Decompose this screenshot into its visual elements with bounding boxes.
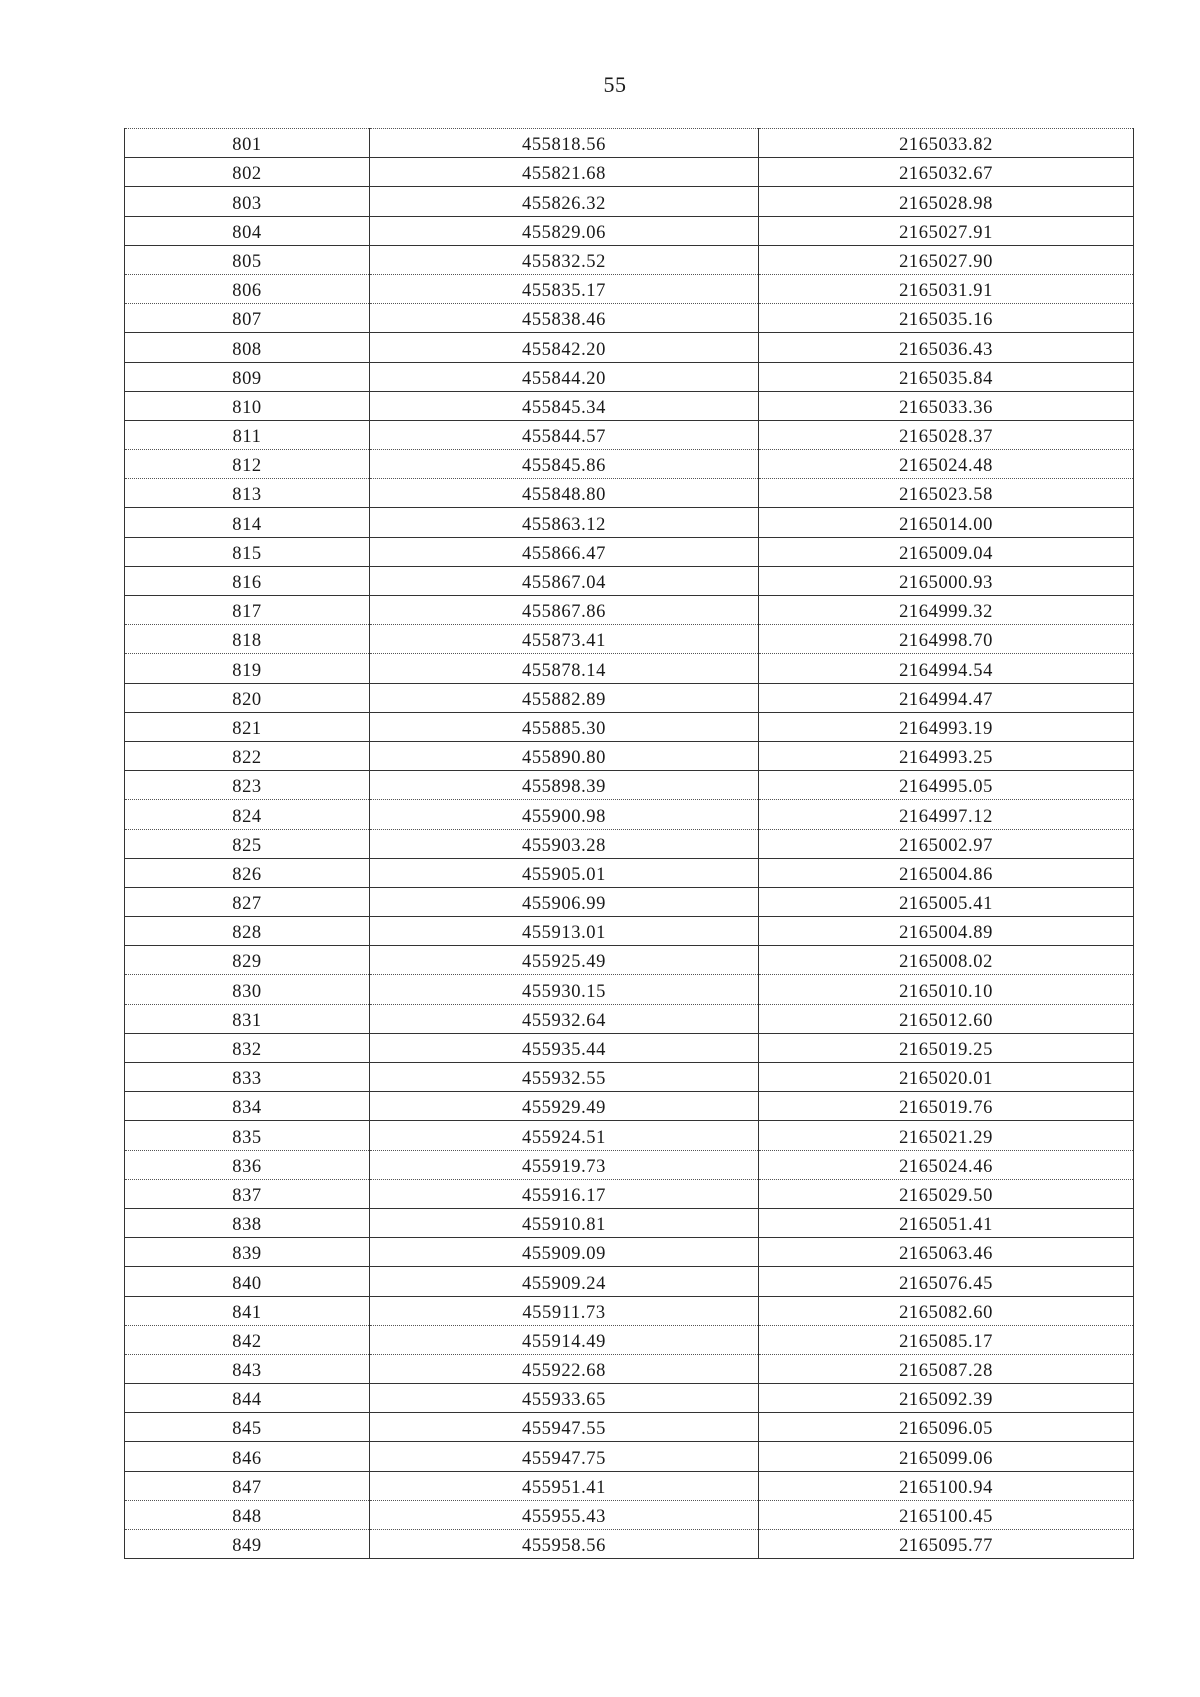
x-coordinate-cell: 455838.46 [370,304,759,333]
point-number-cell: 837 [125,1179,370,1208]
y-coordinate-cell: 2165100.45 [759,1500,1134,1529]
y-coordinate-cell: 2165033.36 [759,391,1134,420]
y-coordinate-cell: 2165019.25 [759,1033,1134,1062]
x-coordinate-cell: 455844.20 [370,362,759,391]
x-coordinate-cell: 455929.49 [370,1092,759,1121]
point-number-cell: 839 [125,1238,370,1267]
point-number-cell: 818 [125,625,370,654]
table-row [125,1354,1134,1383]
coordinates-table-body [125,129,1134,1559]
y-coordinate-cell: 2165024.46 [759,1150,1134,1179]
point-number-cell: 817 [125,596,370,625]
point-number-cell: 825 [125,829,370,858]
table-row [125,274,1134,303]
point-number-cell: 849 [125,1530,370,1559]
x-coordinate-cell: 455829.06 [370,216,759,245]
point-number-cell: 827 [125,887,370,916]
table-row [125,1296,1134,1325]
x-coordinate-cell: 455924.51 [370,1121,759,1150]
x-coordinate-cell: 455832.52 [370,245,759,274]
x-coordinate-cell: 455867.86 [370,596,759,625]
x-coordinate-cell: 455903.28 [370,829,759,858]
x-coordinate-cell: 455909.09 [370,1238,759,1267]
point-number-cell: 840 [125,1267,370,1296]
x-coordinate-cell: 455922.68 [370,1354,759,1383]
table-row [125,129,1134,158]
point-number-cell: 824 [125,800,370,829]
table-row [125,596,1134,625]
x-coordinate-cell: 455916.17 [370,1179,759,1208]
coordinates-table [124,128,1134,1559]
table-row [125,858,1134,887]
y-coordinate-cell: 2164999.32 [759,596,1134,625]
table-row [125,158,1134,187]
y-coordinate-cell: 2165024.48 [759,450,1134,479]
table-row [125,1325,1134,1354]
point-number-cell: 819 [125,654,370,683]
x-coordinate-cell: 455821.68 [370,158,759,187]
table-row [125,1208,1134,1237]
y-coordinate-cell: 2165002.97 [759,829,1134,858]
x-coordinate-cell: 455909.24 [370,1267,759,1296]
point-number-cell: 826 [125,858,370,887]
y-coordinate-cell: 2165008.02 [759,946,1134,975]
x-coordinate-cell: 455906.99 [370,887,759,916]
table-row [125,1471,1134,1500]
x-coordinate-cell: 455848.80 [370,479,759,508]
x-coordinate-cell: 455935.44 [370,1033,759,1062]
y-coordinate-cell: 2164994.47 [759,683,1134,712]
y-coordinate-cell: 2165021.29 [759,1121,1134,1150]
y-coordinate-cell: 2165032.67 [759,158,1134,187]
table-row [125,1063,1134,1092]
x-coordinate-cell: 455845.34 [370,391,759,420]
point-number-cell: 823 [125,771,370,800]
point-number-cell: 843 [125,1354,370,1383]
y-coordinate-cell: 2165092.39 [759,1384,1134,1413]
y-coordinate-cell: 2164998.70 [759,625,1134,654]
y-coordinate-cell: 2165014.00 [759,508,1134,537]
table-row [125,362,1134,391]
table-row [125,1442,1134,1471]
x-coordinate-cell: 455930.15 [370,975,759,1004]
point-number-cell: 820 [125,683,370,712]
table-row [125,1267,1134,1296]
table-row [125,187,1134,216]
point-number-cell: 810 [125,391,370,420]
table-row [125,975,1134,1004]
x-coordinate-cell: 455947.75 [370,1442,759,1471]
y-coordinate-cell: 2165035.16 [759,304,1134,333]
table-row [125,654,1134,683]
y-coordinate-cell: 2165063.46 [759,1238,1134,1267]
y-coordinate-cell: 2165035.84 [759,362,1134,391]
table-row [125,1413,1134,1442]
table-row [125,391,1134,420]
y-coordinate-cell: 2165005.41 [759,887,1134,916]
y-coordinate-cell: 2165033.82 [759,129,1134,158]
y-coordinate-cell: 2165085.17 [759,1325,1134,1354]
y-coordinate-cell: 2165082.60 [759,1296,1134,1325]
table-row [125,1384,1134,1413]
y-coordinate-cell: 2165012.60 [759,1004,1134,1033]
table-row [125,917,1134,946]
point-number-cell: 816 [125,566,370,595]
point-number-cell: 806 [125,274,370,303]
point-number-cell: 805 [125,245,370,274]
x-coordinate-cell: 455890.80 [370,741,759,770]
point-number-cell: 802 [125,158,370,187]
x-coordinate-cell: 455947.55 [370,1413,759,1442]
table-row [125,450,1134,479]
x-coordinate-cell: 455933.65 [370,1384,759,1413]
table-row [125,625,1134,654]
y-coordinate-cell: 2164994.54 [759,654,1134,683]
table-row [125,771,1134,800]
x-coordinate-cell: 455842.20 [370,333,759,362]
x-coordinate-cell: 455885.30 [370,712,759,741]
y-coordinate-cell: 2165027.90 [759,245,1134,274]
y-coordinate-cell: 2164997.12 [759,800,1134,829]
x-coordinate-cell: 455826.32 [370,187,759,216]
table-row [125,741,1134,770]
y-coordinate-cell: 2165095.77 [759,1530,1134,1559]
x-coordinate-cell: 455867.04 [370,566,759,595]
x-coordinate-cell: 455911.73 [370,1296,759,1325]
page-number: 55 [603,72,627,97]
point-number-cell: 811 [125,420,370,449]
x-coordinate-cell: 455914.49 [370,1325,759,1354]
y-coordinate-cell: 2165028.37 [759,420,1134,449]
table-row [125,800,1134,829]
point-number-cell: 829 [125,946,370,975]
point-number-cell: 836 [125,1150,370,1179]
table-row [125,1092,1134,1121]
table-row [125,537,1134,566]
y-coordinate-cell: 2164995.05 [759,771,1134,800]
y-coordinate-cell: 2164993.25 [759,741,1134,770]
point-number-cell: 803 [125,187,370,216]
table-row [125,829,1134,858]
point-number-cell: 822 [125,741,370,770]
y-coordinate-cell: 2165096.05 [759,1413,1134,1442]
point-number-cell: 842 [125,1325,370,1354]
point-number-cell: 841 [125,1296,370,1325]
y-coordinate-cell: 2165051.41 [759,1208,1134,1237]
point-number-cell: 809 [125,362,370,391]
x-coordinate-cell: 455913.01 [370,917,759,946]
x-coordinate-cell: 455925.49 [370,946,759,975]
table-row [125,333,1134,362]
point-number-cell: 808 [125,333,370,362]
point-number-cell: 807 [125,304,370,333]
point-number-cell: 832 [125,1033,370,1062]
point-number-cell: 831 [125,1004,370,1033]
point-number-cell: 847 [125,1471,370,1500]
y-coordinate-cell: 2165004.86 [759,858,1134,887]
x-coordinate-cell: 455818.56 [370,129,759,158]
x-coordinate-cell: 455951.41 [370,1471,759,1500]
table-row [125,479,1134,508]
point-number-cell: 815 [125,537,370,566]
x-coordinate-cell: 455905.01 [370,858,759,887]
table-row [125,683,1134,712]
y-coordinate-cell: 2165004.89 [759,917,1134,946]
y-coordinate-cell: 2164993.19 [759,712,1134,741]
table-row [125,304,1134,333]
table-row [125,1238,1134,1267]
table-row [125,566,1134,595]
y-coordinate-cell: 2165023.58 [759,479,1134,508]
x-coordinate-cell: 455910.81 [370,1208,759,1237]
y-coordinate-cell: 2165027.91 [759,216,1134,245]
x-coordinate-cell: 455882.89 [370,683,759,712]
x-coordinate-cell: 455898.39 [370,771,759,800]
point-number-cell: 813 [125,479,370,508]
table-row [125,1004,1134,1033]
table-row [125,1150,1134,1179]
point-number-cell: 834 [125,1092,370,1121]
table-row [125,712,1134,741]
table-row [125,887,1134,916]
point-number-cell: 848 [125,1500,370,1529]
x-coordinate-cell: 455844.57 [370,420,759,449]
table-row [125,1033,1134,1062]
point-number-cell: 821 [125,712,370,741]
table-row [125,946,1134,975]
point-number-cell: 846 [125,1442,370,1471]
y-coordinate-cell: 2165010.10 [759,975,1134,1004]
x-coordinate-cell: 455845.86 [370,450,759,479]
point-number-cell: 844 [125,1384,370,1413]
y-coordinate-cell: 2165000.93 [759,566,1134,595]
table-row [125,1179,1134,1208]
table-row [125,216,1134,245]
x-coordinate-cell: 455919.73 [370,1150,759,1179]
point-number-cell: 828 [125,917,370,946]
y-coordinate-cell: 2165020.01 [759,1063,1134,1092]
x-coordinate-cell: 455863.12 [370,508,759,537]
x-coordinate-cell: 455835.17 [370,274,759,303]
x-coordinate-cell: 455932.64 [370,1004,759,1033]
x-coordinate-cell: 455900.98 [370,800,759,829]
point-number-cell: 814 [125,508,370,537]
point-number-cell: 835 [125,1121,370,1150]
point-number-cell: 838 [125,1208,370,1237]
y-coordinate-cell: 2165019.76 [759,1092,1134,1121]
table-row [125,508,1134,537]
x-coordinate-cell: 455958.56 [370,1530,759,1559]
x-coordinate-cell: 455873.41 [370,625,759,654]
table-row [125,420,1134,449]
y-coordinate-cell: 2165031.91 [759,274,1134,303]
point-number-cell: 804 [125,216,370,245]
y-coordinate-cell: 2165029.50 [759,1179,1134,1208]
table-row [125,1121,1134,1150]
point-number-cell: 830 [125,975,370,1004]
y-coordinate-cell: 2165028.98 [759,187,1134,216]
x-coordinate-cell: 455878.14 [370,654,759,683]
y-coordinate-cell: 2165087.28 [759,1354,1134,1383]
y-coordinate-cell: 2165036.43 [759,333,1134,362]
table-row [125,245,1134,274]
x-coordinate-cell: 455955.43 [370,1500,759,1529]
y-coordinate-cell: 2165099.06 [759,1442,1134,1471]
point-number-cell: 845 [125,1413,370,1442]
table-row [125,1500,1134,1529]
y-coordinate-cell: 2165076.45 [759,1267,1134,1296]
table-row [125,1530,1134,1559]
point-number-cell: 833 [125,1063,370,1092]
point-number-cell: 801 [125,129,370,158]
y-coordinate-cell: 2165100.94 [759,1471,1134,1500]
y-coordinate-cell: 2165009.04 [759,537,1134,566]
x-coordinate-cell: 455866.47 [370,537,759,566]
point-number-cell: 812 [125,450,370,479]
x-coordinate-cell: 455932.55 [370,1063,759,1092]
